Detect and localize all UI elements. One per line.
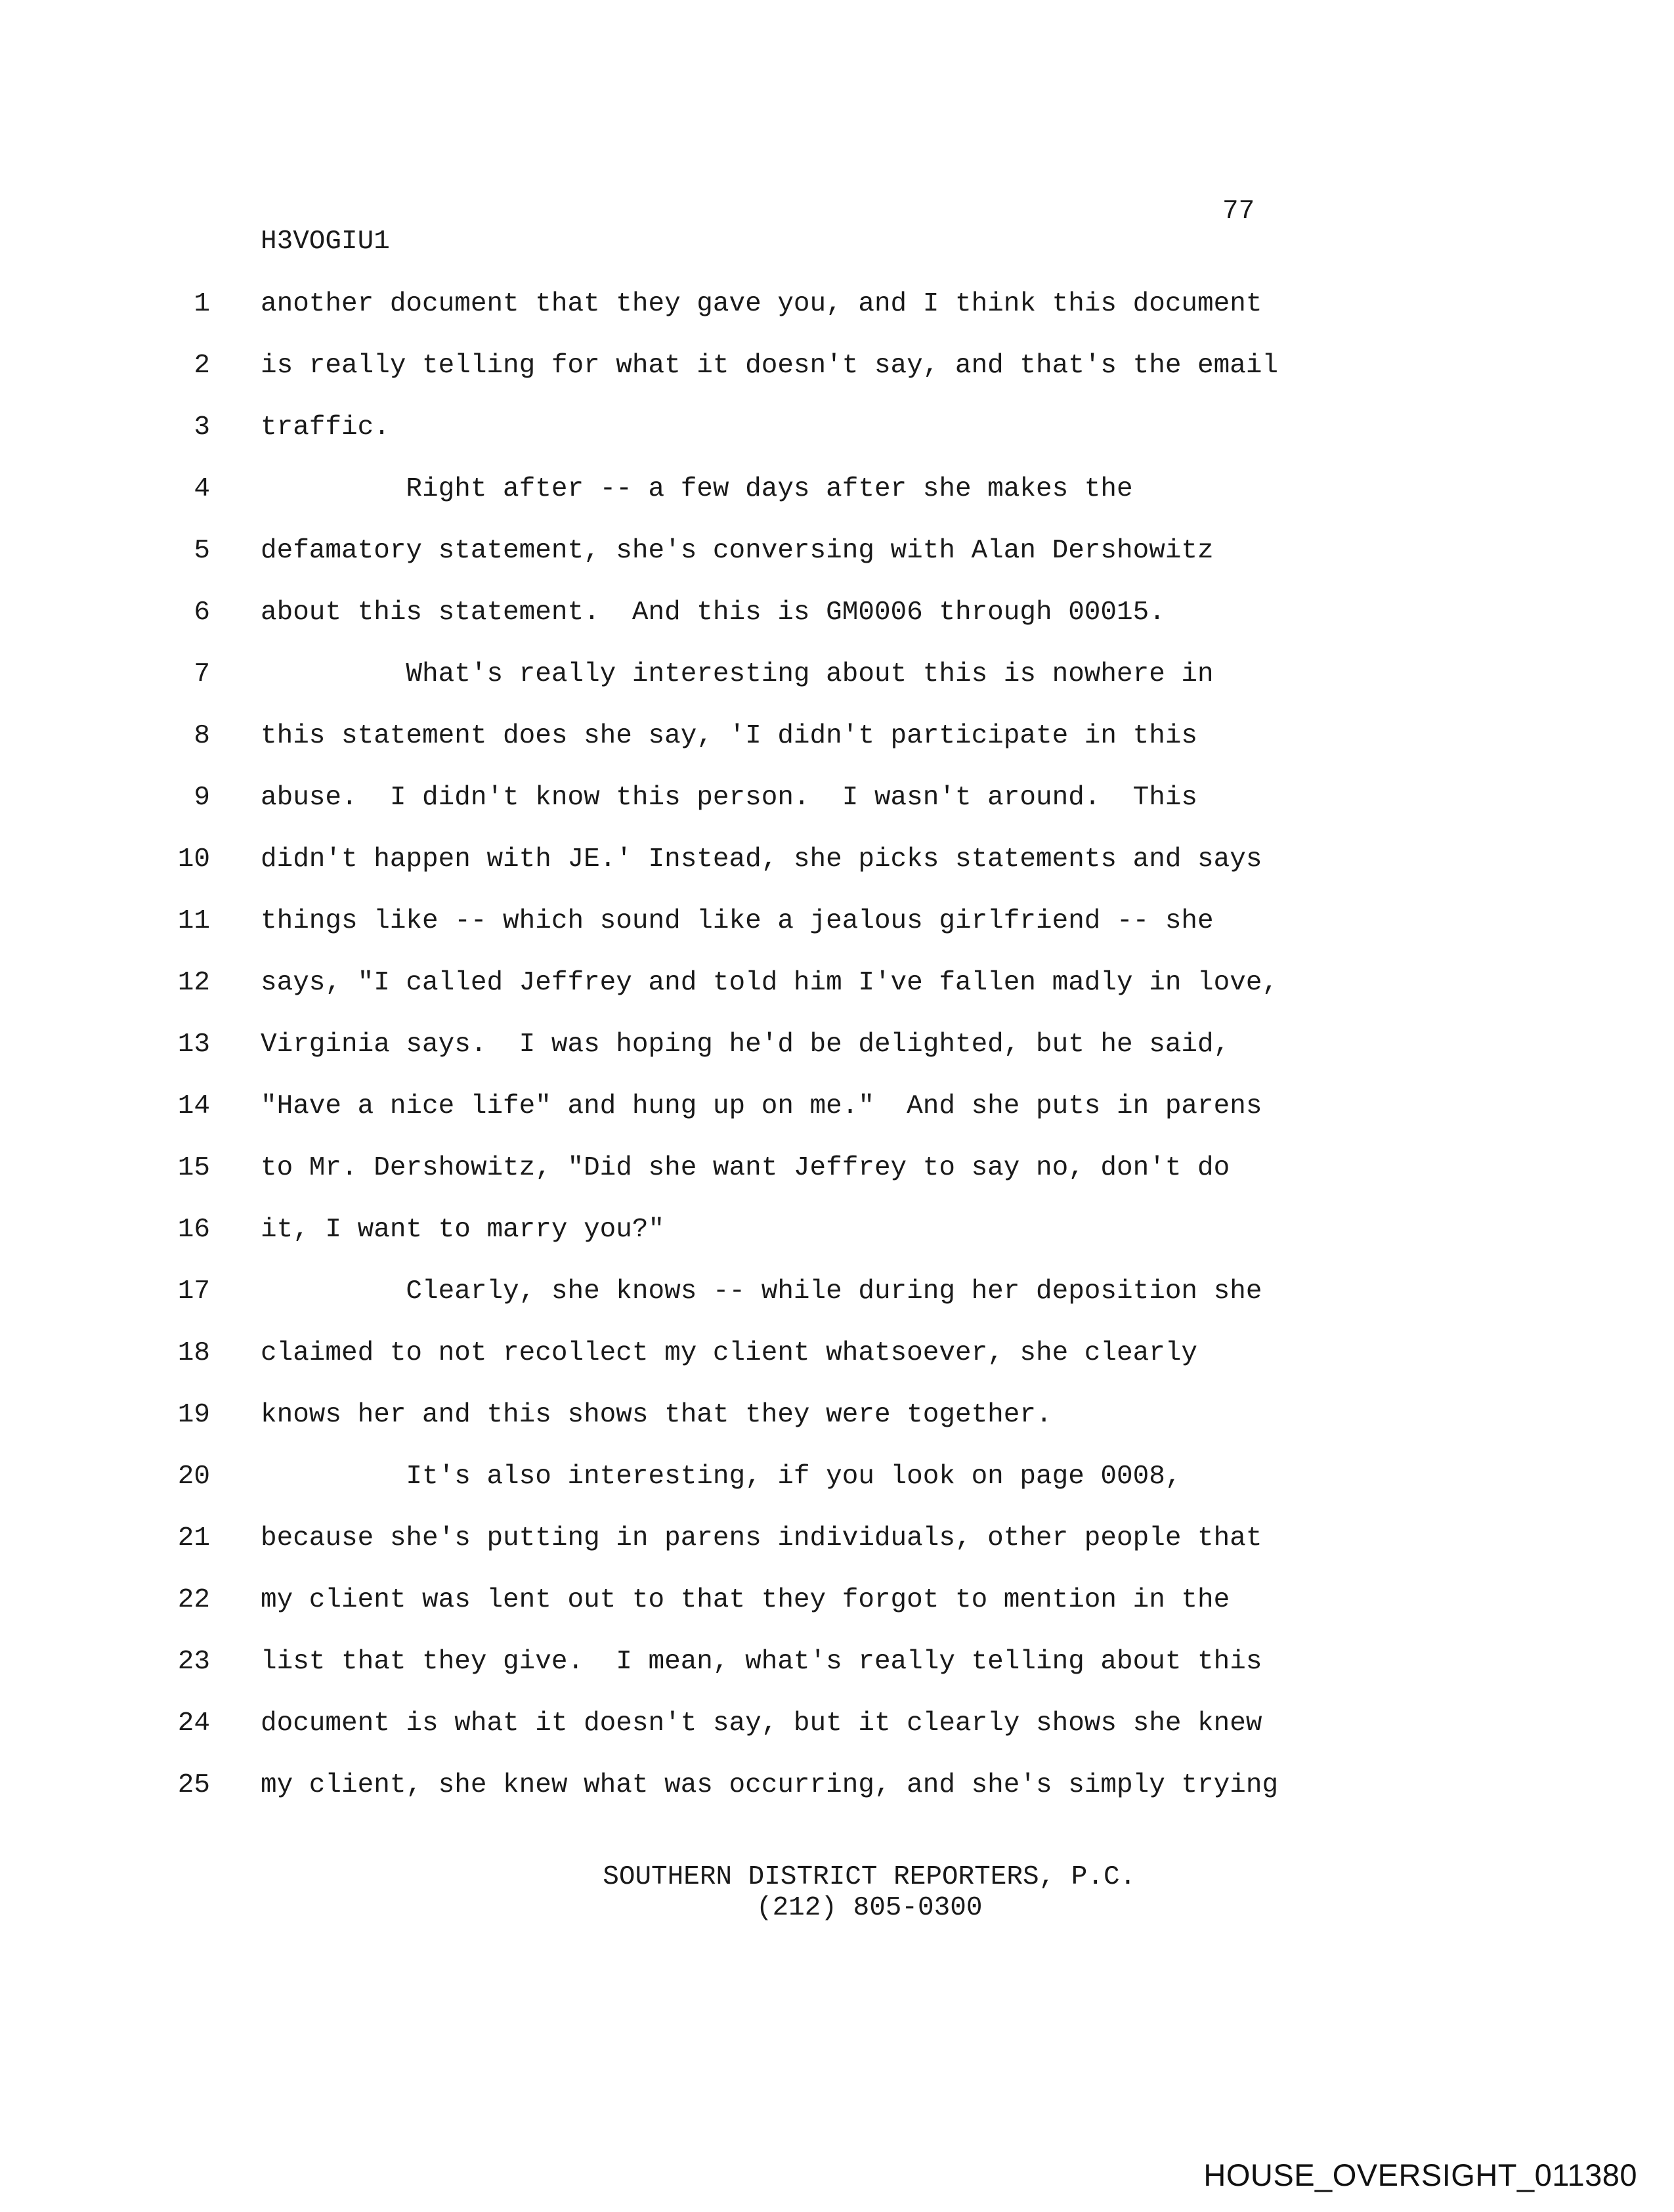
line-text: is really telling for what it doesn't say, and that's the email — [261, 351, 1279, 381]
transcript-line — [0, 723, 1674, 756]
transcript-line — [0, 1772, 1674, 1805]
line-text: knows her and this shows that they were together. — [261, 1400, 1052, 1430]
line-text: says, "I called Jeffrey and told him I've fallen madly in love, — [261, 968, 1279, 998]
line-text: abuse. I didn't know this person. I wasn't around. This — [261, 783, 1198, 813]
case-id: H3VOGIU1 — [261, 227, 390, 257]
footer-company-text: SOUTHERN DISTRICT REPORTERS, P.C. — [603, 1862, 1136, 1892]
transcript-line — [0, 538, 1674, 571]
line-text: about this statement. And this is GM0006 through 00015. — [261, 597, 1165, 628]
line-text: Clearly, she knows -- while during her deposition she — [261, 1276, 1262, 1307]
line-text: Virginia says. I was hoping he'd be delighted, but he said, — [261, 1030, 1230, 1060]
line-number: 10 — [177, 844, 210, 875]
line-text: it, I want to marry you?" — [261, 1215, 665, 1245]
footer-phone-text: (212) 805-0300 — [756, 1893, 983, 1923]
line-text: "Have a nice life" and hung up on me." And she puts in parens — [261, 1091, 1262, 1121]
line-text: What's really interesting about this is nowhere in — [261, 659, 1214, 689]
line-text: Right after -- a few days after she makes the — [261, 474, 1133, 504]
footer-phone — [0, 1868, 1674, 1949]
transcript-line — [0, 661, 1674, 694]
line-number: 20 — [177, 1462, 210, 1492]
line-number: 1 — [194, 289, 210, 319]
line-number: 24 — [177, 1708, 210, 1739]
line-text: my client, she knew what was occurring, and she's simply trying — [261, 1770, 1279, 1800]
transcript-line — [0, 1587, 1674, 1620]
line-number: 19 — [177, 1400, 210, 1430]
transcript-line — [0, 1155, 1674, 1188]
line-number: 3 — [194, 412, 210, 443]
line-text: document is what it doesn't say, but it clearly shows she knew — [261, 1708, 1262, 1739]
transcript-line — [0, 1031, 1674, 1064]
transcript-line — [0, 1464, 1674, 1496]
line-text: this statement does she say, 'I didn't participate in this — [261, 721, 1198, 751]
transcript-line — [0, 1649, 1674, 1681]
line-text: my client was lent out to that they forgot to mention in the — [261, 1585, 1230, 1615]
line-number: 7 — [194, 659, 210, 689]
transcript-line — [0, 1217, 1674, 1249]
transcript-line — [0, 1093, 1674, 1126]
page-number: 77 — [1222, 196, 1255, 227]
transcript-line — [0, 1278, 1674, 1311]
transcript-line — [0, 1402, 1674, 1435]
line-number: 2 — [194, 351, 210, 381]
transcript-line — [0, 785, 1674, 817]
line-number: 4 — [194, 474, 210, 504]
line-text: traffic. — [261, 412, 390, 443]
transcript-line — [0, 476, 1674, 509]
line-text: because she's putting in parens individuals, other people that — [261, 1523, 1262, 1553]
bates-number: HOUSE_OVERSIGHT_011380 — [1203, 2158, 1637, 2192]
line-number: 15 — [177, 1153, 210, 1183]
line-number: 22 — [177, 1585, 210, 1615]
line-number: 18 — [177, 1338, 210, 1368]
transcript-line — [0, 599, 1674, 632]
transcript-line — [0, 414, 1674, 447]
transcript-line — [0, 291, 1674, 324]
line-number: 13 — [177, 1030, 210, 1060]
line-number: 23 — [177, 1647, 210, 1677]
line-text: list that they give. I mean, what's really telling about this — [261, 1647, 1262, 1677]
line-number: 11 — [177, 906, 210, 936]
line-text: It's also interesting, if you look on page 0008, — [261, 1462, 1182, 1492]
line-number: 12 — [177, 968, 210, 998]
transcript-line — [0, 353, 1674, 385]
line-number: 16 — [177, 1215, 210, 1245]
line-number: 9 — [194, 783, 210, 813]
line-text: to Mr. Dershowitz, "Did she want Jeffrey to say no, don't do — [261, 1153, 1230, 1183]
line-number: 25 — [177, 1770, 210, 1800]
transcript-line — [0, 846, 1674, 879]
transcript-line — [0, 970, 1674, 1003]
line-text: things like -- which sound like a jealous girlfriend -- she — [261, 906, 1214, 936]
transcript-line — [0, 908, 1674, 941]
line-number: 14 — [177, 1091, 210, 1121]
line-number: 21 — [177, 1523, 210, 1553]
line-text: claimed to not recollect my client whatsoever, she clearly — [261, 1338, 1198, 1368]
line-text: didn't happen with JE.' Instead, she picks statements and says — [261, 844, 1262, 875]
line-text: defamatory statement, she's conversing with Alan Dershowitz — [261, 536, 1214, 566]
line-text: another document that they gave you, and I think this document — [261, 289, 1262, 319]
line-number: 5 — [194, 536, 210, 566]
line-number: 17 — [177, 1276, 210, 1307]
line-number: 6 — [194, 597, 210, 628]
transcript-line — [0, 1340, 1674, 1373]
line-number: 8 — [194, 721, 210, 751]
transcript-line — [0, 1525, 1674, 1558]
transcript-line — [0, 1710, 1674, 1743]
